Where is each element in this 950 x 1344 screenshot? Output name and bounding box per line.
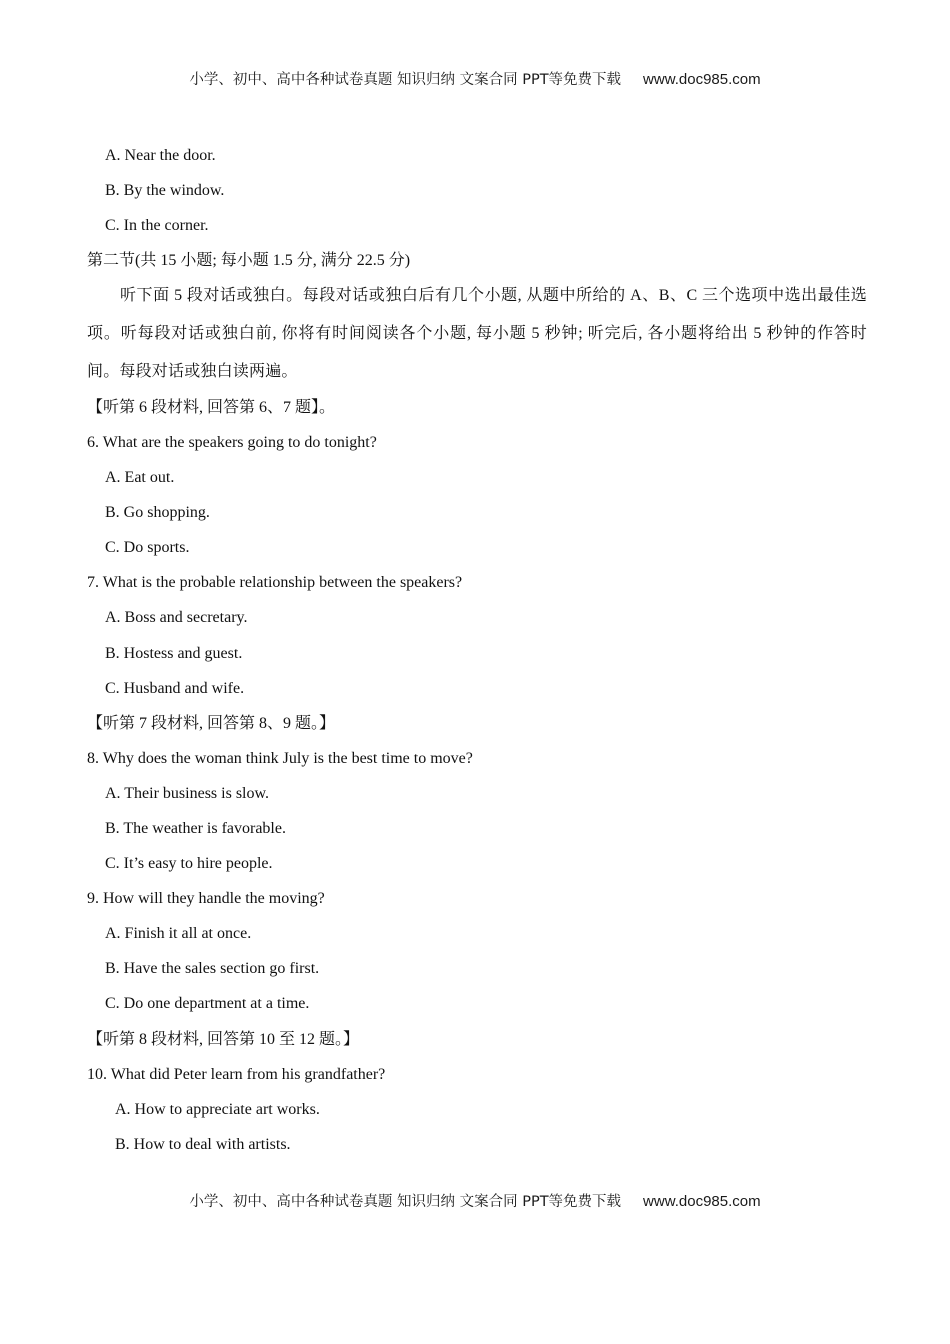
q7-stem: 7. What is the probable relationship between the speakers? [87, 574, 463, 591]
q9-option-c: C. Do one department at a time. [105, 995, 310, 1012]
q8-option-b: B. The weather is favorable. [105, 820, 286, 837]
q7-option-a: A. Boss and secretary. [105, 609, 248, 626]
header-site-link[interactable]: www.doc985.com [643, 71, 761, 88]
q10-stem: 10. What did Peter learn from his grandfather? [87, 1066, 386, 1083]
section2-instructions: 听下面 5 段对话或独白。每段对话或独白后有几个小题, 从题中所给的 A、B、C 三个选项中选出最佳选项。听每段对话或独白前, 你将有时间阅读各个小题, 每小题 5 秒钟; 听完后, 各小题将给出 5 秒钟的作答时间。每段对话或独白读两遍。 [87, 287, 867, 380]
q6-option-b: B. Go shopping. [105, 504, 210, 521]
q5-option-a: A. Near the door. [105, 147, 216, 164]
q8-option-c: C. It’s easy to hire people. [105, 855, 273, 872]
q8-stem: 8. Why does the woman think July is the best time to move? [87, 750, 473, 767]
section2-title: 第二节(共 15 小题; 每小题 1.5 分, 满分 22.5 分) [87, 252, 411, 269]
q10-option-b: B. How to deal with artists. [115, 1136, 291, 1153]
q6-stem: 6. What are the speakers going to do tonight? [87, 434, 377, 451]
q7-option-c: C. Husband and wife. [105, 680, 245, 697]
q6-option-a: A. Eat out. [105, 469, 175, 486]
header-text: 小学、初中、高中各种试卷真题 知识归纳 文案合同 PPT等免费下载 [189, 72, 622, 88]
footer-text: 小学、初中、高中各种试卷真题 知识归纳 文案合同 PPT等免费下载 [189, 1194, 622, 1210]
q5-option-b: B. By the window. [105, 182, 225, 199]
page-footer [0, 1190, 950, 1211]
q9-option-a: A. Finish it all at once. [105, 925, 252, 942]
q9-stem: 9. How will they handle the moving? [87, 890, 325, 907]
q10-option-a: A. How to appreciate art works. [115, 1101, 320, 1118]
page-header [0, 68, 950, 89]
q8-option-a: A. Their business is slow. [105, 785, 269, 802]
q7-option-b: B. Hostess and guest. [105, 645, 243, 662]
material8-label: 【听第 8 段材料, 回答第 10 至 12 题。】 [87, 1031, 360, 1048]
q5-option-c: C. In the corner. [105, 217, 209, 234]
material6-label: 【听第 6 段材料, 回答第 6、7 题】。 [87, 399, 336, 416]
q9-option-b: B. Have the sales section go first. [105, 960, 320, 977]
q6-option-c: C. Do sports. [105, 539, 190, 556]
footer-site-link[interactable]: www.doc985.com [643, 1193, 761, 1210]
material7-label: 【听第 7 段材料, 回答第 8、9 题。】 [87, 715, 336, 732]
